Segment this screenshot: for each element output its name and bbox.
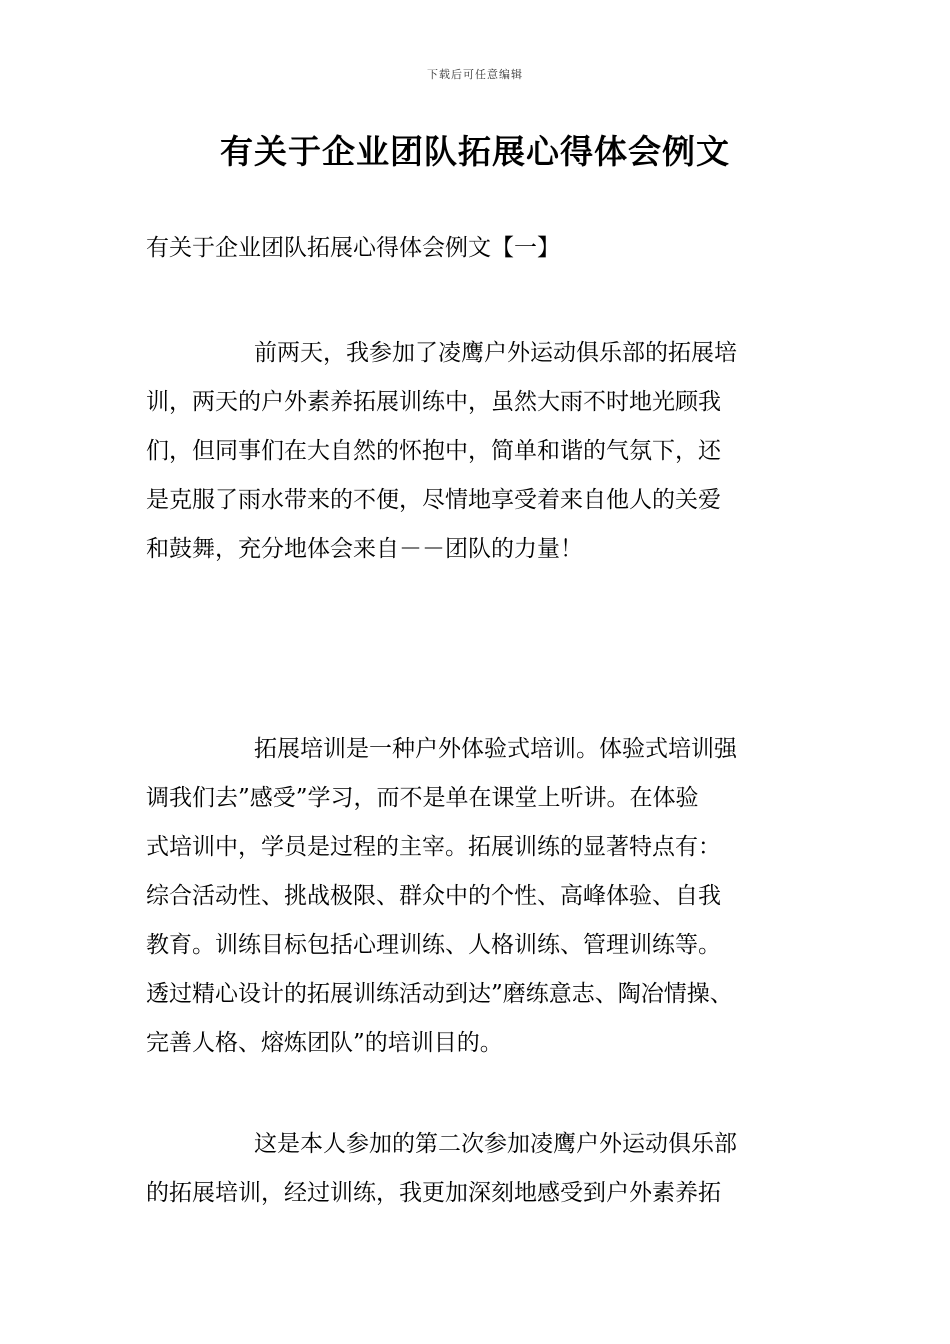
paragraph-line: 式培训中，学员是过程的主宰。拓展训练的显著特点有： [146,834,721,860]
section-heading: 有关于企业团队拓展心得体会例文【一】 [146,235,560,261]
paragraph-3 [146,1120,830,1218]
paragraph-line: 透过精心设计的拓展训练活动到达”磨练意志、陶冶情操、 [146,981,733,1007]
paragraph-line: 这是本人参加的第二次参加凌鹰户外运动俱乐部 [254,1131,737,1157]
paragraph-line: 完善人格、熔炼团队”的培训目的。 [146,1030,503,1056]
document-title: 有关于企业团队拓展心得体会例文 [220,132,730,171]
paragraph-line: 拓展培训是一种户外体验式培训。体验式培训强 [254,736,737,762]
paragraph-line: 调我们去”感受”学习，而不是单在课堂上听讲。在体验 [146,785,699,811]
paragraph-line: 前两天，我参加了凌鹰户外运动俱乐部的拓展培 [254,340,737,366]
paragraph-line: 教育。训练目标包括心理训练、人格训练、管理训练等。 [146,932,721,958]
paragraph-line: 综合活动性、挑战极限、群众中的个性、高峰体验、自我 [146,883,721,909]
paragraph-line: 是克服了雨水带来的不便，尽情地享受着来自他人的关爱 [146,487,721,513]
paragraph-2 [146,725,830,1068]
paragraph-1 [146,329,830,574]
page-header-note: 下载后可任意编辑 [427,68,523,81]
paragraph-line: 训，两天的户外素养拓展训练中，虽然大雨不时地光顾我 [146,389,721,415]
paragraph-line: 们，但同事们在大自然的怀抱中，简单和谐的气氛下，还 [146,438,721,464]
paragraph-line: 的拓展培训，经过训练，我更加深刻地感受到户外素养拓 [146,1180,721,1206]
paragraph-line: 和鼓舞，充分地体会来自－－团队的力量！ [146,536,583,562]
